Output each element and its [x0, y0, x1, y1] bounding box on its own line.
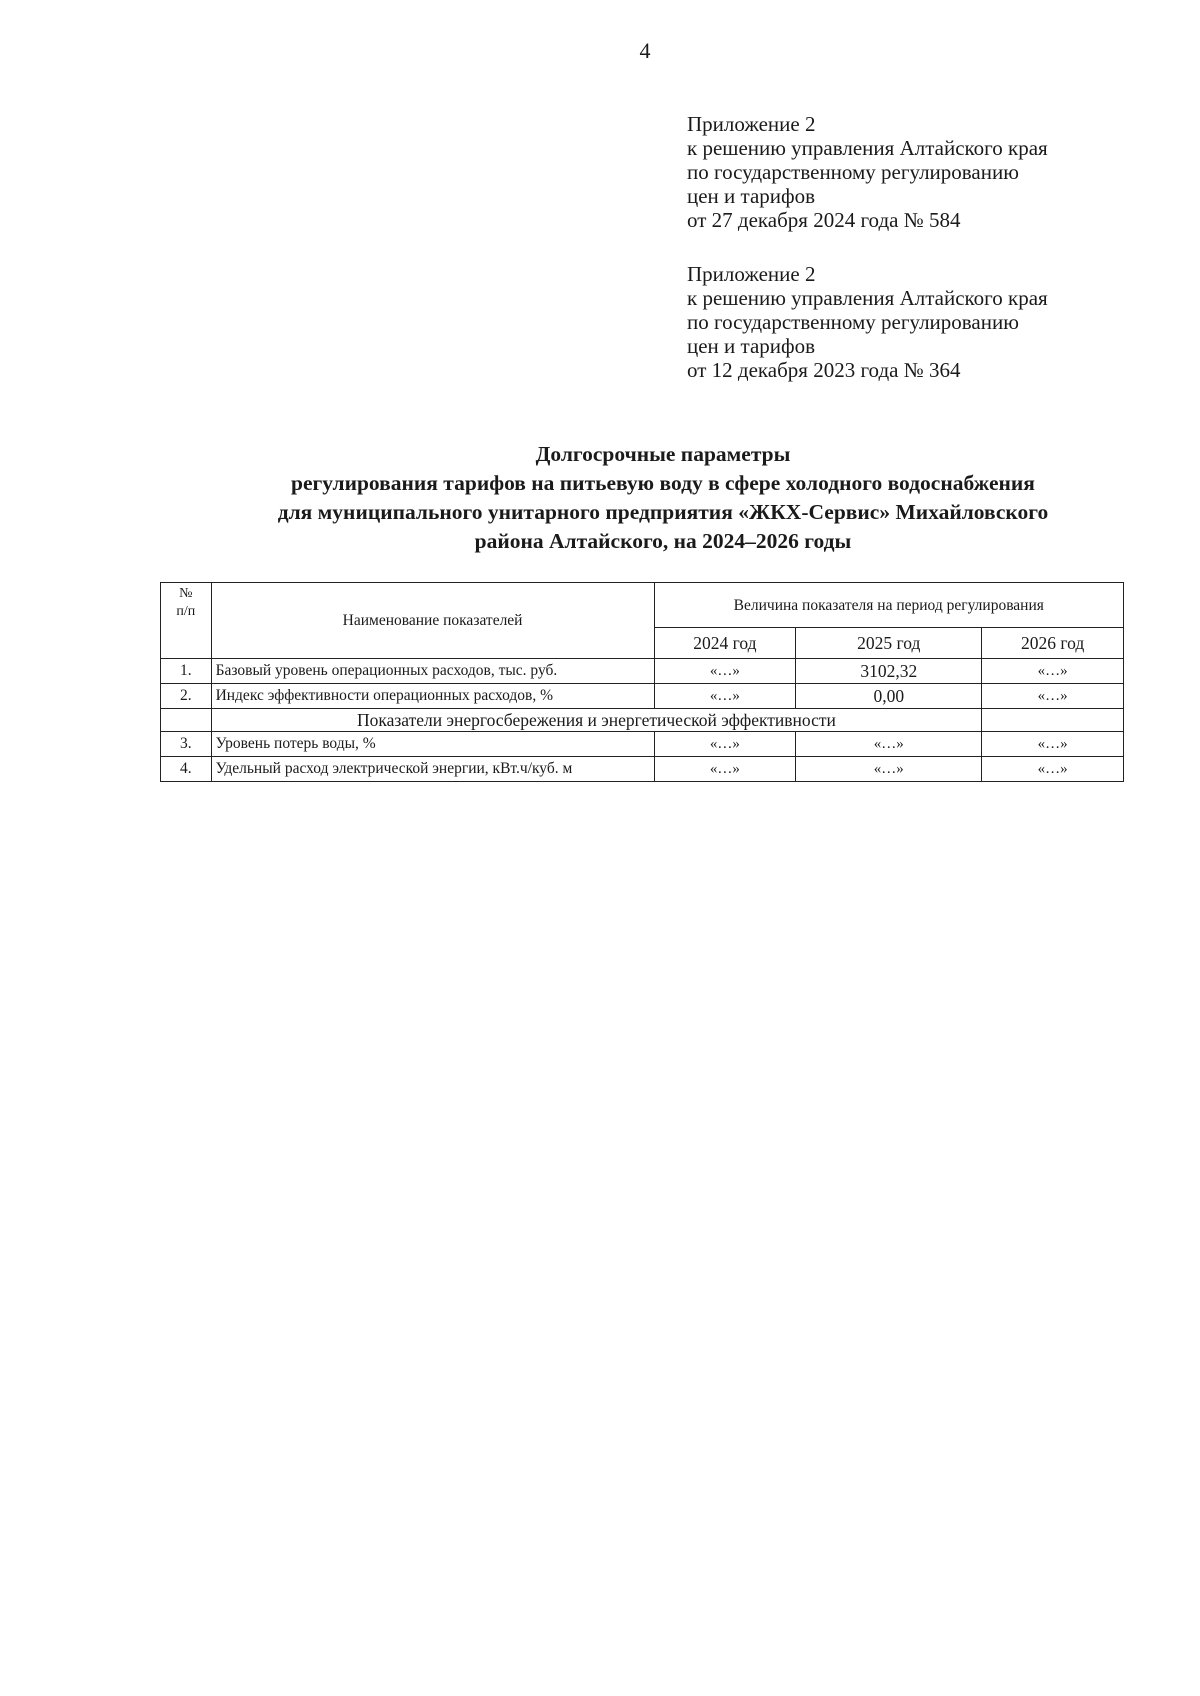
appendix-line: к решению управления Алтайского края	[687, 286, 1048, 310]
table-row	[161, 659, 1124, 684]
row-number: 4.	[161, 757, 212, 782]
row-name: Удельный расход электрической энергии, кВт.ч/куб. м	[211, 757, 654, 782]
row-number: 3.	[161, 732, 212, 757]
column-header-year-2025: 2025 год	[796, 628, 982, 659]
row-value-2024: «…»	[654, 684, 796, 709]
appendix-line: цен и тарифов	[687, 334, 816, 358]
row-value-2026: «…»	[982, 732, 1124, 757]
number-header-text: № п/п	[176, 586, 196, 619]
column-header-number	[161, 583, 212, 659]
parameters-table	[160, 582, 1124, 782]
appendix-line: Приложение 2	[687, 262, 816, 286]
row-value-2025: «…»	[796, 732, 982, 757]
table-row	[161, 684, 1124, 709]
row-value-2024: «…»	[654, 659, 796, 684]
title-line: района Алтайского, на 2024–2026 годы	[474, 529, 852, 553]
title-line: для муниципального унитарного предприятия «ЖКХ-Сервис» Михайловского	[277, 500, 1049, 524]
row-name: Индекс эффективности операционных расходов, %	[211, 684, 654, 709]
row-name: Уровень потерь воды, %	[211, 732, 654, 757]
row-value-2026: «…»	[982, 684, 1124, 709]
appendix-note-current	[687, 112, 1048, 232]
section-empty-cell	[982, 709, 1124, 732]
section-number-cell	[161, 709, 212, 732]
row-value-2025: 0,00	[796, 684, 982, 709]
table-row	[161, 732, 1124, 757]
appendix-line: по государственному регулированию	[687, 160, 1019, 184]
row-value-2026: «…»	[982, 659, 1124, 684]
column-header-year-2026: 2026 год	[982, 628, 1124, 659]
appendix-line: по государственному регулированию	[687, 310, 1019, 334]
title-line: Долгосрочные параметры	[535, 442, 791, 466]
row-value-2026: «…»	[982, 757, 1124, 782]
appendix-line: Приложение 2	[687, 112, 816, 136]
appendix-line: от 27 декабря 2024 года № 584	[687, 208, 961, 232]
appendix-line: цен и тарифов	[687, 184, 816, 208]
column-header-name: Наименование показателей	[211, 583, 654, 659]
row-number: 1.	[161, 659, 212, 684]
row-value-2025: 3102,32	[796, 659, 982, 684]
appendix-line: от 12 декабря 2023 года № 364	[687, 358, 961, 382]
section-label: Показатели энергосбережения и энергетической эффективности	[211, 709, 982, 732]
table-header-row	[161, 583, 1124, 628]
period-header-text: Величина показателя на период регулирования	[733, 596, 1044, 614]
page-number: 4	[639, 38, 651, 63]
column-header-period	[654, 583, 1123, 628]
row-value-2024: «…»	[654, 732, 796, 757]
column-header-year-2024: 2024 год	[654, 628, 796, 659]
row-value-2024: «…»	[654, 757, 796, 782]
row-value-2025: «…»	[796, 757, 982, 782]
table-section-row	[161, 709, 1124, 732]
appendix-line: к решению управления Алтайского края	[687, 136, 1048, 160]
appendix-note-previous	[687, 262, 1048, 382]
title-line: регулирования тарифов на питьевую воду в сфере холодного водоснабжения	[291, 471, 1035, 495]
table-row	[161, 757, 1124, 782]
row-number: 2.	[161, 684, 212, 709]
row-name: Базовый уровень операционных расходов, тыс. руб.	[211, 659, 654, 684]
document-title	[150, 440, 1176, 556]
